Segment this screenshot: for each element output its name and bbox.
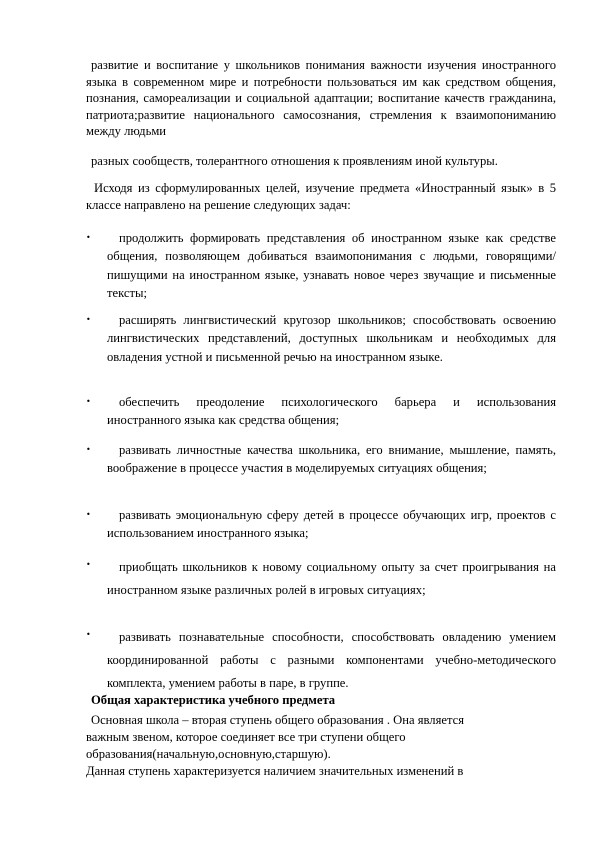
intro-paragraph-goals: развитие и воспитание у школьников понимания важности изучения иностранного языка в современном мире и потребности пользоваться им как средством общения, познания, самореализации и социальной адаптации; воспитание качеств гражданина, патриота;развитие национального самосознания, стремления к взаимопониманию между людьми xyxy=(86,58,556,139)
task-list-item xyxy=(86,311,556,366)
task-text: развивать эмоциональную сферу детей в процессе обучающих игр, проектов с использованием иностранного языка; xyxy=(107,508,556,541)
bullet-icon: • xyxy=(86,445,91,454)
intro-paragraph-tasks-lead: Исходя из сформулированных целей, изучение предмета «Иностранный язык» в 5 классе направлено на решение следующих задач: xyxy=(86,181,556,212)
section-text-line: образования(начальную,основную,старшую). xyxy=(86,747,331,761)
bullet-icon: • xyxy=(86,630,91,639)
section-text-line: Основная школа – вторая ступень общего образования . Она является xyxy=(91,713,465,727)
bullet-icon: • xyxy=(86,315,91,324)
task-list-item xyxy=(86,441,556,478)
task-text: приобщать школьников к новому социальному опыту за счет проигрывания на иностранном языке различных ролей в игровых ситуациях; xyxy=(107,560,556,597)
section-text-line: Данная ступень характеризуется наличием значительных изменений в xyxy=(86,764,464,778)
task-list-item xyxy=(86,393,556,430)
task-list-item xyxy=(86,626,556,695)
section-heading: Общая характеристика учебного предмета xyxy=(91,693,336,707)
bullet-icon: • xyxy=(86,397,91,406)
bullet-icon: • xyxy=(86,510,91,519)
task-text: обеспечить преодоление психологического барьера и использования иностранного языка как средства общения; xyxy=(107,395,556,428)
intro-paragraph-continuation: разных сообществ, толерантного отношения к проявлениям иной культуры. xyxy=(91,154,498,168)
task-text: развивать личностные качества школьника, его внимание, мышление, память, воображение в процессе участия в моделируемых ситуациях общения; xyxy=(107,443,556,476)
task-text: продолжить формировать представления об иностранном языке как средстве общения, позволяющем добиваться взаимопонимания с людьми, говорящими/пишущими на иностранном языке, узнавать новое через звучащие и письменные тексты; xyxy=(107,231,556,301)
task-list-item xyxy=(86,556,556,602)
task-list-item xyxy=(86,229,556,303)
task-list-item xyxy=(86,506,556,543)
task-text: развивать познавательные способности, способствовать овладению умением координированной работы с разными компонентами учебно-методического комплекта, умением работы в паре, в группе. xyxy=(107,630,556,690)
task-text: расширять лингвистический кругозор школьников; способствовать освоению лингвистических представлений, доступных школьникам и необходимых для овладения устной и письменной речью на иностранном языке. xyxy=(107,313,556,364)
section-text-line: важным звеном, которое соединяет все три ступени общего xyxy=(86,730,406,744)
bullet-icon: • xyxy=(86,233,91,242)
bullet-icon: • xyxy=(86,560,91,569)
